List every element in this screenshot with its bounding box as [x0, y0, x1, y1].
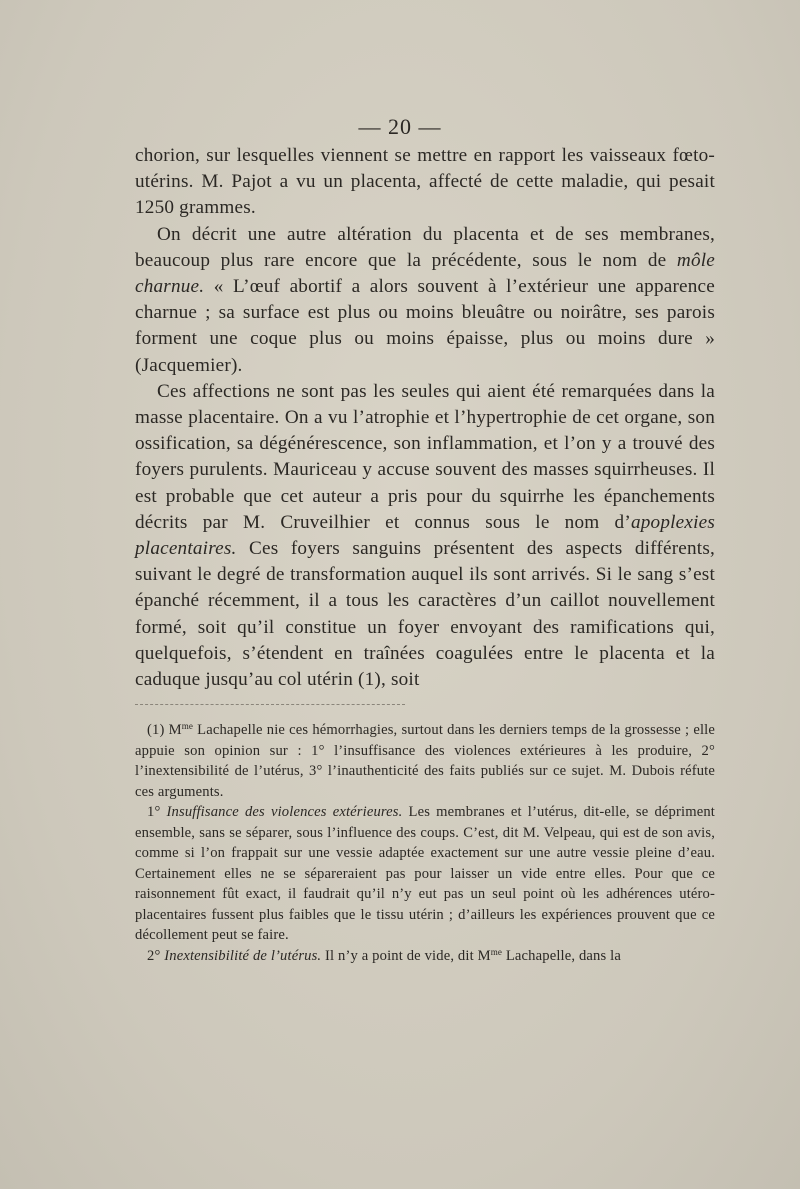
footnote-1-text: Lachapelle nie ces hémorrhagies, surtout dans les derniers temps de la grossesse ; elle appuie son opinion sur : 1° l’insuffisance des violences extérieures à les produire, 2° l’inextensibilité de l’utérus, 3° l’inauthenticité des faits publiés sur ce sujet. M. Dubois réfute ces arguments. — [135, 722, 715, 800]
footnote-1-marker: (1) M — [147, 722, 182, 738]
footnote-point-2-text: Il n’y a point de vide, dit M — [321, 947, 491, 964]
footnote-point-2 — [135, 946, 715, 967]
page-number: — 20 — — [358, 114, 442, 139]
footnote-point-2-number: 2° — [147, 947, 165, 964]
footnote-point-1-number: 1° — [147, 804, 167, 820]
footnote-point-2-text-end: Lachapelle, dans la — [502, 947, 621, 964]
paragraph-1 — [135, 143, 715, 222]
paragraph-2-italic-term: môle charnue. — [135, 249, 715, 298]
main-text — [135, 143, 715, 693]
footnote-point-2-title: Inextensibilité de l’utérus. — [164, 947, 322, 964]
paragraph-3-text-end: Ces foyers sanguins présentent des aspects différents, suivant le degré de transformation auquel ils sont arrivés. Si le sang s’est épanché récemment, il a tous les caractères d’un caillot nouvellement formé, soit qu’il constitue un foyer envoyant des ramifications qui, quelquefois, s’étendent en traînées coagulées entre le placenta et la caduque jusqu’au col utérin (1), soit — [135, 538, 715, 691]
paragraph-3-italic-term: apoplexies placentaires. — [135, 511, 715, 560]
footnote-separator — [135, 704, 405, 705]
footnotes — [135, 720, 715, 966]
paragraph-1-text: chorion, sur lesquelles viennent se mettre en rapport les vaisseaux fœto-utérins. M. Pajot a vu un placenta, affecté de cette maladie, qui pesait 1250 grammes. — [135, 145, 715, 219]
paragraph-3 — [135, 379, 715, 693]
footnote-point-1-title: Insuffisance des violences extérieures. — [166, 804, 403, 820]
footnote-point-1-text: Les membranes et l’utérus, dit-elle, se dépriment ensemble, sans se séparer, sous l’influence des coups. C’est, dit M. Velpeau, qui est de son avis, comme si l’on frappait sur une vessie adaptée exactement sur une autre vessie pleine d’eau. Certainement elles ne se sépareraient pas pour laisser un vide entre elles. Pour que ce raisonnement fût exact, il faudrait qu’il n’y eut pas un seul point où les adhérences utéro-placentaires fussent plus faibles que le tissu utérin ; d’ailleurs les expériences prouvent que ce décollement peut se faire. — [135, 804, 715, 943]
paragraph-2-text-end: « L’œuf abortif a alors souvent à l’extérieur une apparence charnue ; sa surface est plus ou moins bleuâtre ou noirâtre, ses parois forment une coque plus ou moins épaisse, plus ou moins dure » (Jacquemier). — [135, 276, 715, 376]
footnote-1-superscript: me — [181, 721, 194, 732]
footnote-point-2-superscript: me — [490, 946, 503, 957]
paragraph-2-text: On décrit une autre altération du placenta et de ses membranes, beaucoup plus rare encore que la précédente, sous le nom de — [135, 223, 715, 271]
footnote-point-1 — [135, 802, 715, 946]
footnote-1 — [135, 720, 715, 802]
paragraph-2 — [135, 222, 715, 379]
paragraph-3-text: Ces affections ne sont pas les seules qui aient été remarquées dans la masse placentaire. On a vu l’atrophie et l’hypertrophie de cet organe, son ossification, sa dégénérescence, son inflammation, et l’on y a trouvé des foyers purulents. Mauriceau y accuse souvent des masses squirrheuses. Il est probable que cet auteur a pris pour du squirrhe les épanchements décrits par M. Cruveilhier et connus sous le nom d’ — [135, 380, 715, 533]
